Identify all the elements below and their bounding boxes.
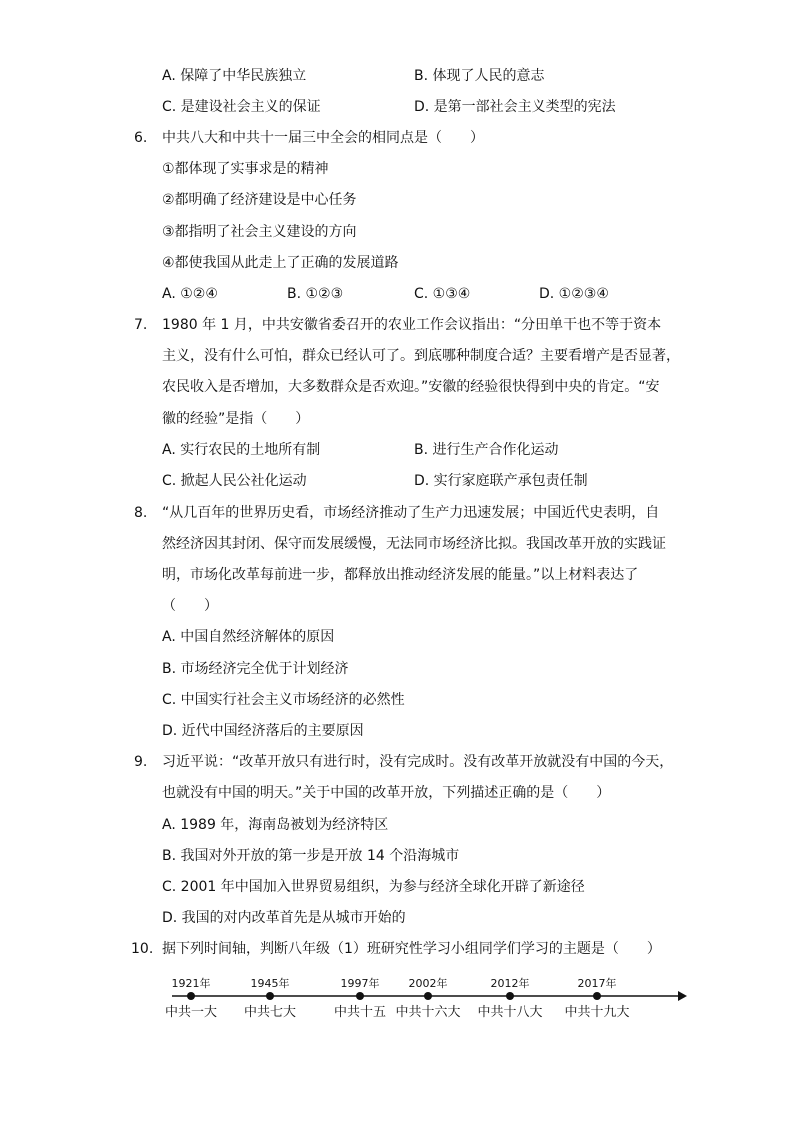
timeline-year-label: 2012年 xyxy=(490,977,530,990)
q9-line-2: 也就没有中国的明天。”关于中国的改革开放，下列描述正确的是（ ） xyxy=(162,785,611,801)
timeline-arrowhead xyxy=(678,991,687,1001)
q6-statement-1: ①都体现了实事求是的精神 xyxy=(162,161,329,177)
timeline-year-label: 2002年 xyxy=(408,977,448,990)
q6-option-c[interactable]: C. ①③④ xyxy=(414,286,471,302)
timeline-dot xyxy=(187,992,195,1000)
q8-line-4: （ ） xyxy=(162,598,218,614)
timeline-dot xyxy=(424,992,432,1000)
q6-number: 6. xyxy=(134,130,148,146)
timeline-year-label: 1945年 xyxy=(250,977,290,990)
q6-option-a[interactable]: A. ①②④ xyxy=(162,286,218,302)
timeline-event-label: 中共十八大 xyxy=(477,1005,543,1020)
q8-line-3: 明，市场化改革每前进一步，都释放出推动经济发展的能量。”以上材料表达了 xyxy=(162,567,639,583)
q7-option-a[interactable]: A. 实行农民的土地所有制 xyxy=(162,442,321,458)
q6-statement-2: ②都明确了经济建设是中心任务 xyxy=(162,192,357,208)
q7-option-d[interactable]: D. 实行家庭联产承包责任制 xyxy=(414,473,588,489)
q10-number: 10. xyxy=(131,941,154,957)
q8-option-c[interactable]: C. 中国实行社会主义市场经济的必然性 xyxy=(162,692,405,708)
q10-stem: 据下列时间轴，判断八年级（1）班研究性学习小组同学们学习的主题是（ ） xyxy=(162,941,661,957)
q7-line-2: 主义，没有什么可怕，群众已经认可了。到底哪种制度合适？主要看增产是否显著， xyxy=(162,348,680,364)
q6-stem: 中共八大和中共十一届三中全会的相同点是（ ） xyxy=(162,130,484,146)
timeline-event-label: 中共十六大 xyxy=(395,1005,461,1020)
q7-number: 7. xyxy=(134,317,148,333)
q6-statement-3: ③都指明了社会主义建设的方向 xyxy=(162,224,357,240)
q5-option-c[interactable]: C. 是建设社会主义的保证 xyxy=(162,99,321,115)
q9-option-a[interactable]: A. 1989 年，海南岛被划为经济特区 xyxy=(162,817,389,833)
q9-number: 9. xyxy=(134,754,148,770)
q8-option-d[interactable]: D. 近代中国经济落后的主要原因 xyxy=(162,723,364,739)
timeline-event-label: 中共七大 xyxy=(243,1005,297,1020)
q8-number: 8. xyxy=(134,505,148,521)
timeline-dot xyxy=(356,992,364,1000)
q8-option-b[interactable]: B. 市场经济完全优于计划经济 xyxy=(162,661,349,677)
q5-option-b[interactable]: B. 体现了人民的意志 xyxy=(414,68,545,84)
q7-line-3: 农民收入是否增加，大多数群众是否欢迎。”安徽的经验很快得到中央的肯定。“安 xyxy=(162,379,660,395)
timeline-event-label: 中共十五 xyxy=(333,1005,387,1020)
timeline-event-label: 中共十九大 xyxy=(564,1005,630,1020)
q9-option-d[interactable]: D. 我国的对内改革首先是从城市开始的 xyxy=(162,910,406,926)
q6-statement-4: ④都使我国从此走上了正确的发展道路 xyxy=(162,255,399,271)
q8-option-a[interactable]: A. 中国自然经济解体的原因 xyxy=(162,629,335,645)
q6-option-b[interactable]: B. ①②③ xyxy=(287,286,344,302)
q8-line-1: “从几百年的世界历史看，市场经济推动了生产力迅速发展；中国近代史表明，自 xyxy=(162,505,660,521)
q8-line-2: 然经济因其封闭、保守而发展缓慢，无法同市场经济比拟。我国改革开放的实践证 xyxy=(162,536,666,552)
timeline-dot xyxy=(506,992,514,1000)
q9-line-1: 习近平说：“改革开放只有进行时，没有完成时。没有改革开放就没有中国的今天， xyxy=(162,754,674,770)
timeline-year-label: 1997年 xyxy=(340,977,380,990)
timeline-year-label: 2017年 xyxy=(577,977,617,990)
q7-option-b[interactable]: B. 进行生产合作化运动 xyxy=(414,442,559,458)
q5-option-d[interactable]: D. 是第一部社会主义类型的宪法 xyxy=(414,99,616,115)
q7-line-4: 徽的经验”是指（ ） xyxy=(162,411,310,427)
timeline-dot xyxy=(593,992,601,1000)
q6-option-d[interactable]: D. ①②③④ xyxy=(539,286,609,302)
timeline-year-label: 1921年 xyxy=(171,977,211,990)
timeline-dot xyxy=(266,992,274,1000)
q9-option-c[interactable]: C. 2001 年中国加入世界贸易组织，为参与经济全球化开辟了新途径 xyxy=(162,879,585,895)
timeline-event-label: 中共一大 xyxy=(164,1005,218,1020)
q9-option-b[interactable]: B. 我国对外开放的第一步是开放 14 个沿海城市 xyxy=(162,848,460,864)
q7-option-c[interactable]: C. 掀起人民公社化运动 xyxy=(162,473,307,489)
q7-line-1: 1980 年 1 月，中共安徽省委召开的农业工作会议指出：“分田单干也不等于资本 xyxy=(162,317,662,333)
timeline-figure xyxy=(160,966,690,1026)
q5-option-a[interactable]: A. 保障了中华民族独立 xyxy=(162,68,307,84)
